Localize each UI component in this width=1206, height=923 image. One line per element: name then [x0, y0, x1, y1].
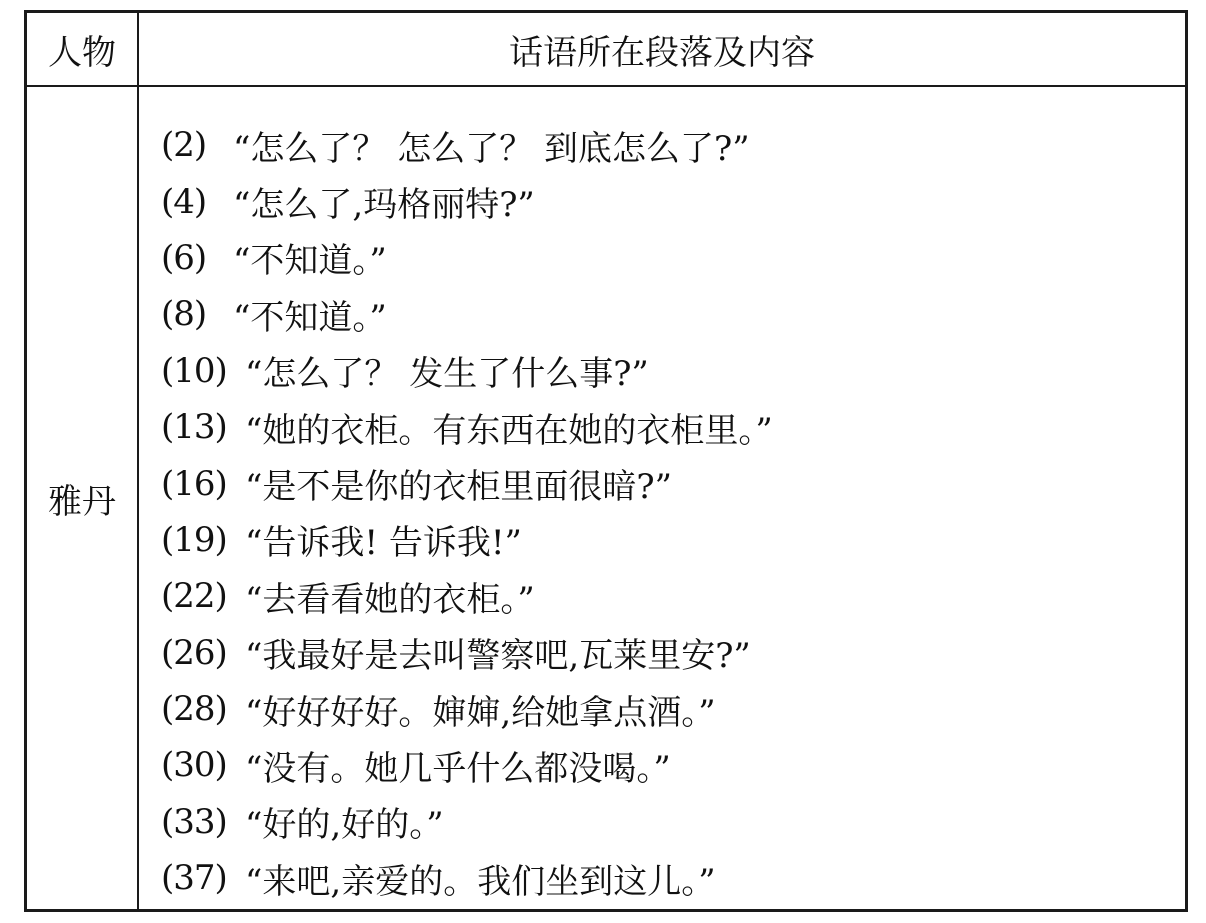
header-character: 人物 [48, 32, 116, 73]
paragraph-number: (28) [161, 689, 227, 730]
paragraph-number: (16) [161, 463, 227, 504]
dialogue-line [161, 455, 1165, 511]
paragraph-number: (19) [161, 519, 227, 560]
dialogue-line [161, 512, 1165, 568]
column-divider [137, 13, 139, 909]
paragraph-number: (13) [161, 407, 227, 448]
dialogue-line [161, 794, 1165, 850]
dialogue-table [24, 10, 1188, 912]
dialogue-line [161, 399, 1165, 455]
dialogue-text: “怎么了？ 发生了什么事?” [245, 354, 649, 395]
dialogue-line [161, 286, 1165, 342]
dialogue-text: “我最好是去叫警察吧,瓦莱里安?” [245, 636, 751, 677]
paragraph-number: (6) [161, 237, 207, 278]
dialogue-line [161, 117, 1165, 173]
dialogue-text: “去看看她的衣柜。” [245, 579, 535, 620]
dialogue-text: “没有。她几乎什么都没喝。” [245, 748, 671, 789]
paragraph-number: (37) [161, 858, 227, 899]
dialogue-text: “好好好好。婶婶,给她拿点酒。” [245, 692, 716, 733]
paragraph-number: (2) [161, 125, 207, 166]
character-name: 雅丹 [48, 481, 116, 522]
dialogue-lines [161, 117, 1165, 906]
dialogue-text: “来吧,亲爱的。我们坐到这儿。” [245, 861, 716, 902]
dialogue-line [161, 568, 1165, 624]
dialogue-text: “不知道。” [233, 241, 387, 282]
dialogue-text: “不知道。” [233, 297, 387, 338]
paragraph-number: (8) [161, 294, 207, 335]
dialogue-text: “是不是你的衣柜里面很暗?” [245, 467, 672, 508]
dialogue-line [161, 850, 1165, 906]
paragraph-number: (30) [161, 745, 227, 786]
dialogue-text: “她的衣柜。有东西在她的衣柜里。” [245, 410, 773, 451]
paragraph-number: (10) [161, 350, 227, 391]
header-content: 话语所在段落及内容 [509, 32, 815, 73]
paragraph-number: (33) [161, 801, 227, 842]
dialogue-text: “好的,好的。” [245, 805, 444, 846]
dialogue-line [161, 343, 1165, 399]
dialogue-line [161, 681, 1165, 737]
dialogue-line [161, 173, 1165, 229]
paragraph-number: (26) [161, 632, 227, 673]
dialogue-text: “告诉我! 告诉我!” [245, 523, 522, 564]
dialogue-line [161, 625, 1165, 681]
dialogue-line [161, 230, 1165, 286]
dialogue-text: “怎么了？ 怎么了？ 到底怎么了?” [233, 128, 750, 169]
paragraph-number: (4) [161, 181, 207, 222]
paragraph-number: (22) [161, 576, 227, 617]
dialogue-line [161, 737, 1165, 793]
dialogue-text: “怎么了,玛格丽特?” [233, 185, 535, 226]
